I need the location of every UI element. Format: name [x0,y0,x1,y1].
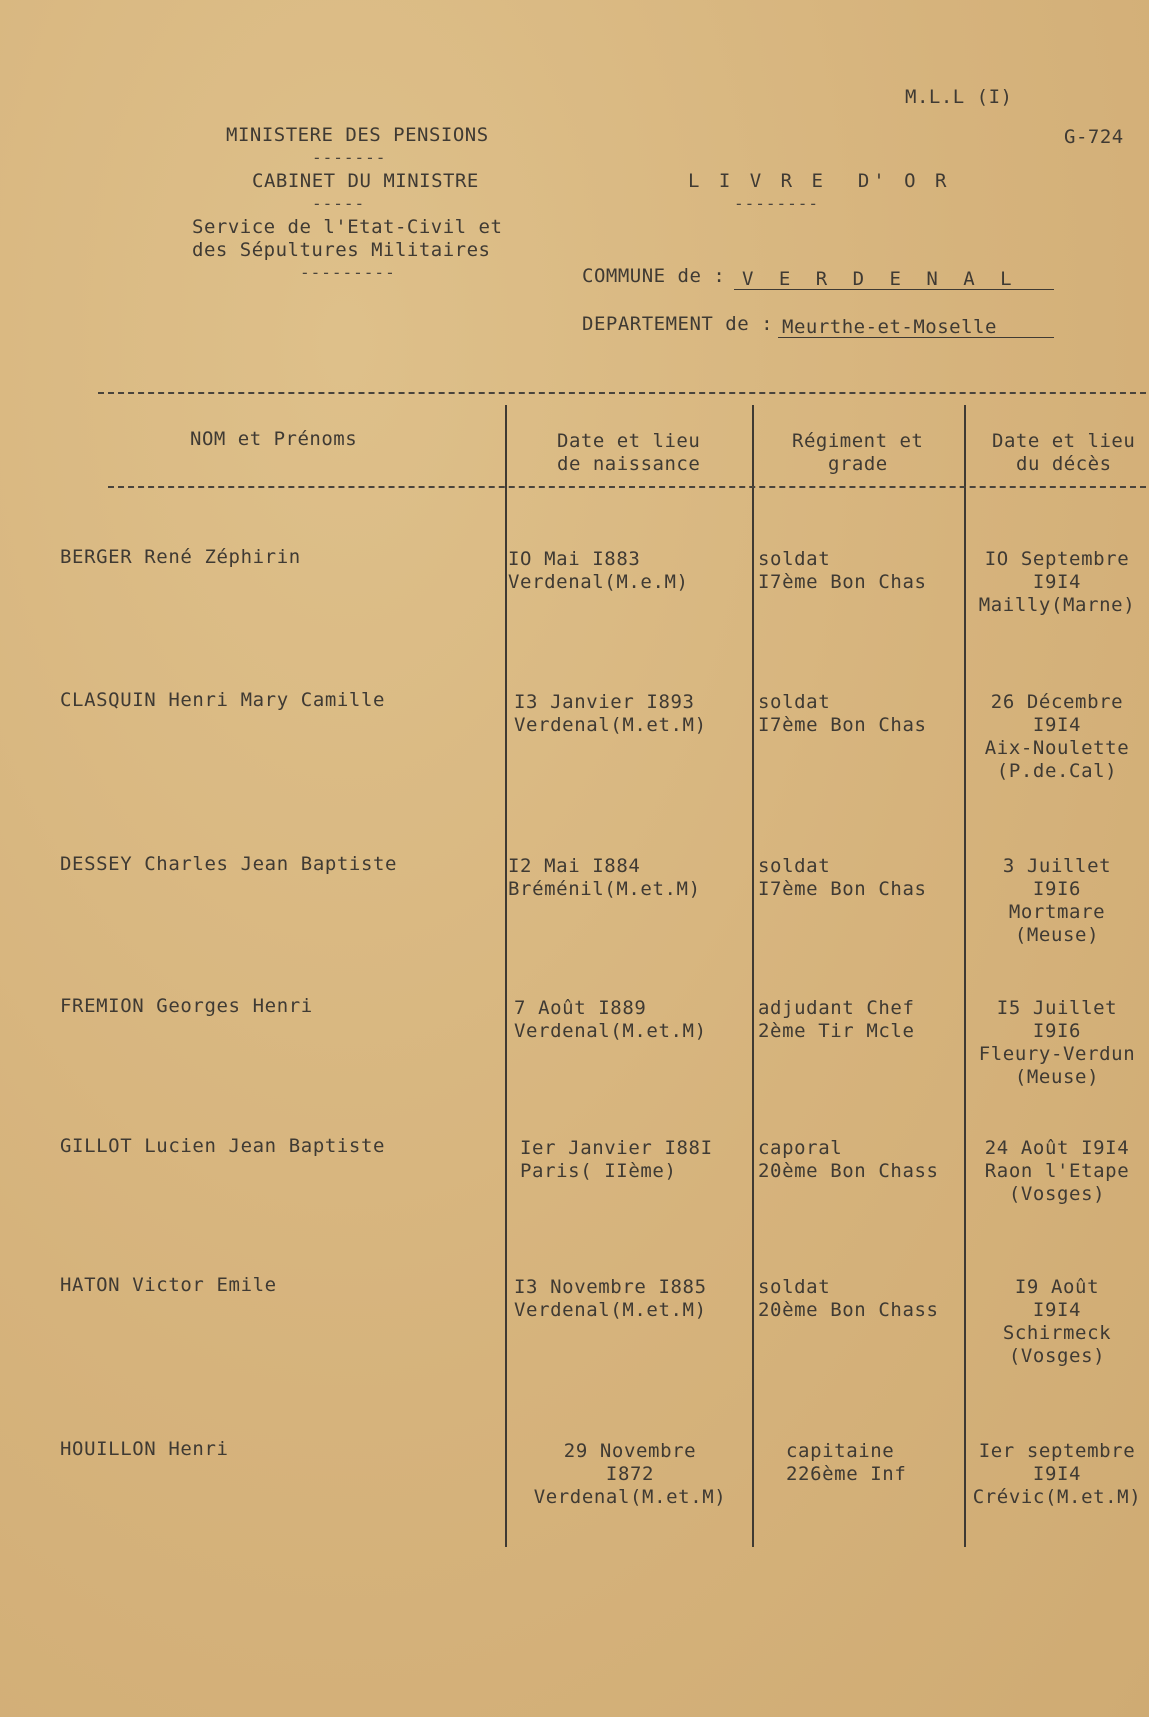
column-header-regiment-line2: grade [828,453,888,475]
ref-code: M.L.L (I) [905,86,1013,108]
row-birth: I3 Novembre I885 Verdenal(M.et.M) [514,1276,707,1321]
title-underline: -------- [734,194,820,213]
row-death: 24 Août I9I4 Raon l'Etape (Vosges) [984,1137,1130,1205]
row-death: I5 Juillet I9I6 Fleury-Verdun (Meuse) [978,997,1136,1088]
column-header-name: NOM et Prénoms [190,428,358,450]
row-name: CLASQUIN Henri Mary Camille [60,689,386,711]
commune-value: V E R D E N A L [742,268,1019,290]
commune-underline [734,289,1054,290]
row-regiment: soldat 20ème Bon Chass [758,1276,939,1321]
row-birth: 29 Novembre I872 Verdenal(M.et.M) [533,1440,727,1508]
header-divider: --------- [300,263,396,282]
row-regiment: adjudant Chef 2ème Tir Mcle [758,997,915,1042]
row-regiment: caporal 20ème Bon Chass [758,1137,939,1182]
row-death: Ier septembre I9I4 Crévic(M.et.M) [972,1440,1142,1508]
column-rule [505,405,507,1547]
cabinet-title: CABINET DU MINISTRE [252,170,479,192]
table-top-rule [98,392,1146,394]
row-death: I9 Août I9I4 Schirmeck (Vosges) [1002,1276,1112,1367]
departement-label: DEPARTEMENT de : [582,313,774,335]
row-birth: IO Mai I883 Verdenal(M.e.M) [508,548,689,593]
row-birth: I2 Mai I884 Bréménil(M.et.M) [508,855,701,900]
column-header-birth-line2: de naissance [557,453,701,475]
row-name: HOUILLON Henri [60,1438,229,1460]
row-death: 26 Décembre I9I4 Aix-Noulette (P.de.Cal) [984,691,1130,782]
header-bottom-rule [108,486,1146,488]
row-regiment: soldat I7ème Bon Chas [758,691,927,736]
departement-value: Meurthe-et-Moselle [782,316,997,338]
row-birth: 7 Août I889 Verdenal(M.et.M) [514,997,707,1042]
ministry-title: MINISTERE DES PENSIONS [226,124,489,146]
row-birth: Ier Janvier I88I Paris( IIème) [520,1137,713,1182]
row-name: HATON Victor Emile [60,1274,277,1296]
row-death: 3 Juillet I9I6 Mortmare (Meuse) [1002,855,1112,946]
row-name: DESSEY Charles Jean Baptiste [60,853,398,875]
column-rule [752,405,754,1547]
row-name: GILLOT Lucien Jean Baptiste [60,1135,386,1157]
row-regiment: soldat I7ème Bon Chas [758,548,927,593]
row-name: FREMION Georges Henri [60,995,313,1017]
column-header-regiment: Régiment et [792,430,924,452]
document-title: L I V R E D' O R [688,170,951,192]
column-header-birth: Date et lieu [557,430,701,452]
column-header-death: Date et lieu [992,430,1136,452]
header-divider: ----- [312,194,366,213]
column-header-death-line2: du décès [1016,453,1112,475]
row-regiment: capitaine 226ème Inf [786,1440,907,1485]
departement-underline [778,337,1054,338]
row-regiment: soldat I7ème Bon Chas [758,855,927,900]
service-line-2: des Sépultures Militaires [192,239,491,261]
row-birth: I3 Janvier I893 Verdenal(M.et.M) [514,691,707,736]
row-name: BERGER René Zéphirin [60,546,301,568]
row-death: IO Septembre I9I4 Mailly(Marne) [978,548,1136,616]
commune-label: COMMUNE de : [582,265,726,287]
header-divider: ------- [312,148,387,167]
file-number: G-724 [1064,126,1124,148]
service-line-1: Service de l'Etat-Civil et [192,216,503,238]
